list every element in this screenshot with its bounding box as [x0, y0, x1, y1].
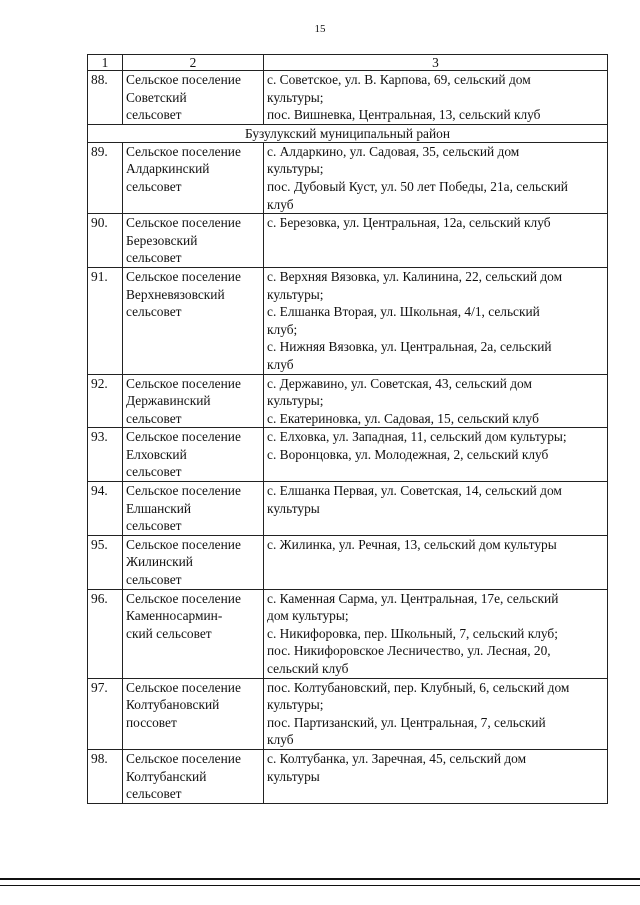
settlement-name-line: Колтубановский [126, 697, 220, 713]
address-line: пос. Партизанский, ул. Центральная, 7, сельский [267, 714, 546, 730]
address-cell [264, 267, 608, 374]
table-row [88, 71, 608, 125]
address-line: с. Советское, ул. В. Карпова, 69, сельский дом [267, 72, 531, 87]
row-number: 94. [88, 482, 123, 536]
settlement-name-line: сельсовет [126, 178, 182, 194]
settlement-name-line: сельсовет [126, 410, 182, 426]
settlements-table [87, 54, 608, 804]
settlement-cell [123, 535, 264, 589]
address-line: клуб [267, 732, 294, 748]
settlement-name-line: Сельское поселение [126, 679, 241, 695]
address-line: культуры [267, 500, 320, 516]
section-row [88, 124, 608, 142]
row-number: 88. [88, 71, 123, 125]
address-line: пос. Колтубановский, пер. Клубный, 6, сельский дом [267, 679, 570, 695]
row-number: 92. [88, 374, 123, 428]
settlement-name-line: Сельское поселение [126, 429, 241, 445]
settlement-name-line: Сельское поселение [126, 375, 241, 391]
address-line: с. Колтубанка, ул. Заречная, 45, сельский дом [267, 750, 527, 766]
address-line: культуры; [267, 161, 324, 177]
settlement-cell [123, 482, 264, 536]
address-line: сельский клуб [267, 661, 349, 676]
settlement-name-line: Алдаркинский [126, 161, 210, 177]
address-cell [264, 428, 608, 482]
settlement-cell [123, 214, 264, 268]
settlement-name-line: поссовет [126, 714, 177, 730]
address-line: пос. Вишневка, Центральная, 13, сельский клуб [267, 107, 541, 123]
address-line: культуры [267, 768, 320, 784]
table-header [88, 55, 608, 71]
address-line: с. Жилинка, ул. Речная, 13, сельский дом культуры [267, 536, 557, 552]
row-number: 90. [88, 214, 123, 268]
settlement-name-line: сельсовет [126, 572, 182, 588]
column-header: 2 [123, 55, 264, 71]
row-number: 98. [88, 749, 123, 803]
settlement-name-line: Каменносармин- [126, 608, 223, 624]
address-line: с. Екатериновка, ул. Садовая, 15, сельский клуб [267, 410, 539, 426]
settlement-name-line: Колтубанский [126, 768, 207, 784]
address-line: культуры; [267, 89, 324, 105]
address-cell [264, 589, 608, 678]
address-line: дом культуры; [267, 608, 349, 624]
address-line: пос. Дубовый Куст, ул. 50 лет Победы, 21а, сельский [267, 178, 568, 194]
address-line: с. Верхняя Вязовка, ул. Калинина, 22, сельский дом [267, 268, 563, 284]
address-cell [264, 374, 608, 428]
table-row [88, 482, 608, 536]
row-number: 89. [88, 142, 123, 213]
address-cell [264, 535, 608, 589]
settlement-name-line: Сельское поселение [126, 268, 241, 284]
address-cell [264, 71, 608, 125]
table-row [88, 374, 608, 428]
settlement-cell [123, 749, 264, 803]
settlement-name-line: Верхневязовский [126, 286, 225, 302]
section-title: Бузулукский муниципальный район [88, 124, 608, 142]
address-line: культуры; [267, 393, 324, 409]
row-number: 97. [88, 678, 123, 749]
address-cell [264, 749, 608, 803]
settlement-cell [123, 142, 264, 213]
address-cell [264, 142, 608, 213]
address-line: с. Воронцовка, ул. Молодежная, 2, сельский клуб [267, 446, 549, 462]
settlement-name-line: Сельское поселение [126, 143, 241, 159]
settlement-name-line: сельсовет [126, 304, 182, 320]
address-line: с. Елшанка Первая, ул. Советская, 14, сельский дом [267, 483, 562, 499]
settlement-cell [123, 71, 264, 125]
settlement-name-line: Сельское поселение [126, 590, 241, 606]
table-row [88, 214, 608, 268]
settlement-name-line: Елховский [126, 446, 187, 462]
footer-rule-thin [0, 885, 640, 886]
settlement-name-line: сельсовет [126, 518, 182, 534]
settlement-name-line: Державинский [126, 393, 211, 409]
column-header: 3 [264, 55, 608, 71]
settlement-cell [123, 267, 264, 374]
address-cell [264, 482, 608, 536]
table-row [88, 267, 608, 374]
address-line: с. Елховка, ул. Западная, 11, сельский дом культуры; [267, 429, 567, 445]
address-line: культуры; [267, 286, 324, 302]
address-line: клуб [267, 356, 294, 372]
address-line: клуб [267, 196, 294, 212]
row-number: 91. [88, 267, 123, 374]
settlement-name-line: Березовский [126, 232, 198, 248]
table-row [88, 749, 608, 803]
row-number: 96. [88, 589, 123, 678]
settlement-cell [123, 428, 264, 482]
table-row [88, 678, 608, 749]
address-line: культуры; [267, 697, 324, 713]
settlement-name-line: Сельское поселение [126, 215, 241, 231]
row-number: 95. [88, 535, 123, 589]
table-row [88, 142, 608, 213]
settlement-name-line: Сельское поселение [126, 483, 241, 499]
settlement-name-line: Советский [126, 89, 187, 105]
table-body [88, 71, 608, 804]
settlement-name-line: сельсовет [126, 107, 182, 123]
settlement-cell [123, 678, 264, 749]
address-line: с. Никифоровка, пер. Школьный, 7, сельский клуб; [267, 625, 558, 641]
table-row [88, 589, 608, 678]
footer-rule [0, 878, 640, 880]
address-line: с. Державино, ул. Советская, 43, сельский дом [267, 375, 532, 391]
address-cell [264, 214, 608, 268]
settlement-name-line: сельсовет [126, 250, 182, 266]
table-row [88, 428, 608, 482]
column-header: 1 [88, 55, 123, 71]
settlement-name-line: Сельское поселение [126, 536, 241, 552]
address-cell [264, 678, 608, 749]
settlement-name-line: Сельское поселение [126, 72, 241, 87]
address-line: пос. Никифоровское Лесничество, ул. Лесная, 20, [267, 643, 551, 659]
settlement-name-line: Жилинский [126, 554, 193, 570]
address-line: с. Елшанка Вторая, ул. Школьная, 4/1, сельский [267, 304, 540, 320]
address-line: с. Березовка, ул. Центральная, 12а, сельский клуб [267, 215, 551, 231]
address-line: с. Каменная Сарма, ул. Центральная, 17е, сельский [267, 590, 559, 606]
settlement-name-line: сельсовет [126, 464, 182, 480]
settlement-name-line: Елшанский [126, 500, 192, 516]
settlement-name-line: ский сельсовет [126, 625, 212, 641]
page-number: 15 [314, 23, 326, 35]
settlement-name-line: сельсовет [126, 786, 182, 802]
address-line: с. Нижняя Вязовка, ул. Центральная, 2а, сельский [267, 339, 552, 355]
settlement-cell [123, 374, 264, 428]
table-row [88, 535, 608, 589]
address-line: клуб; [267, 321, 298, 337]
settlement-name-line: Сельское поселение [126, 750, 241, 766]
row-number: 93. [88, 428, 123, 482]
address-line: с. Алдаркино, ул. Садовая, 35, сельский дом [267, 143, 520, 159]
settlement-cell [123, 589, 264, 678]
